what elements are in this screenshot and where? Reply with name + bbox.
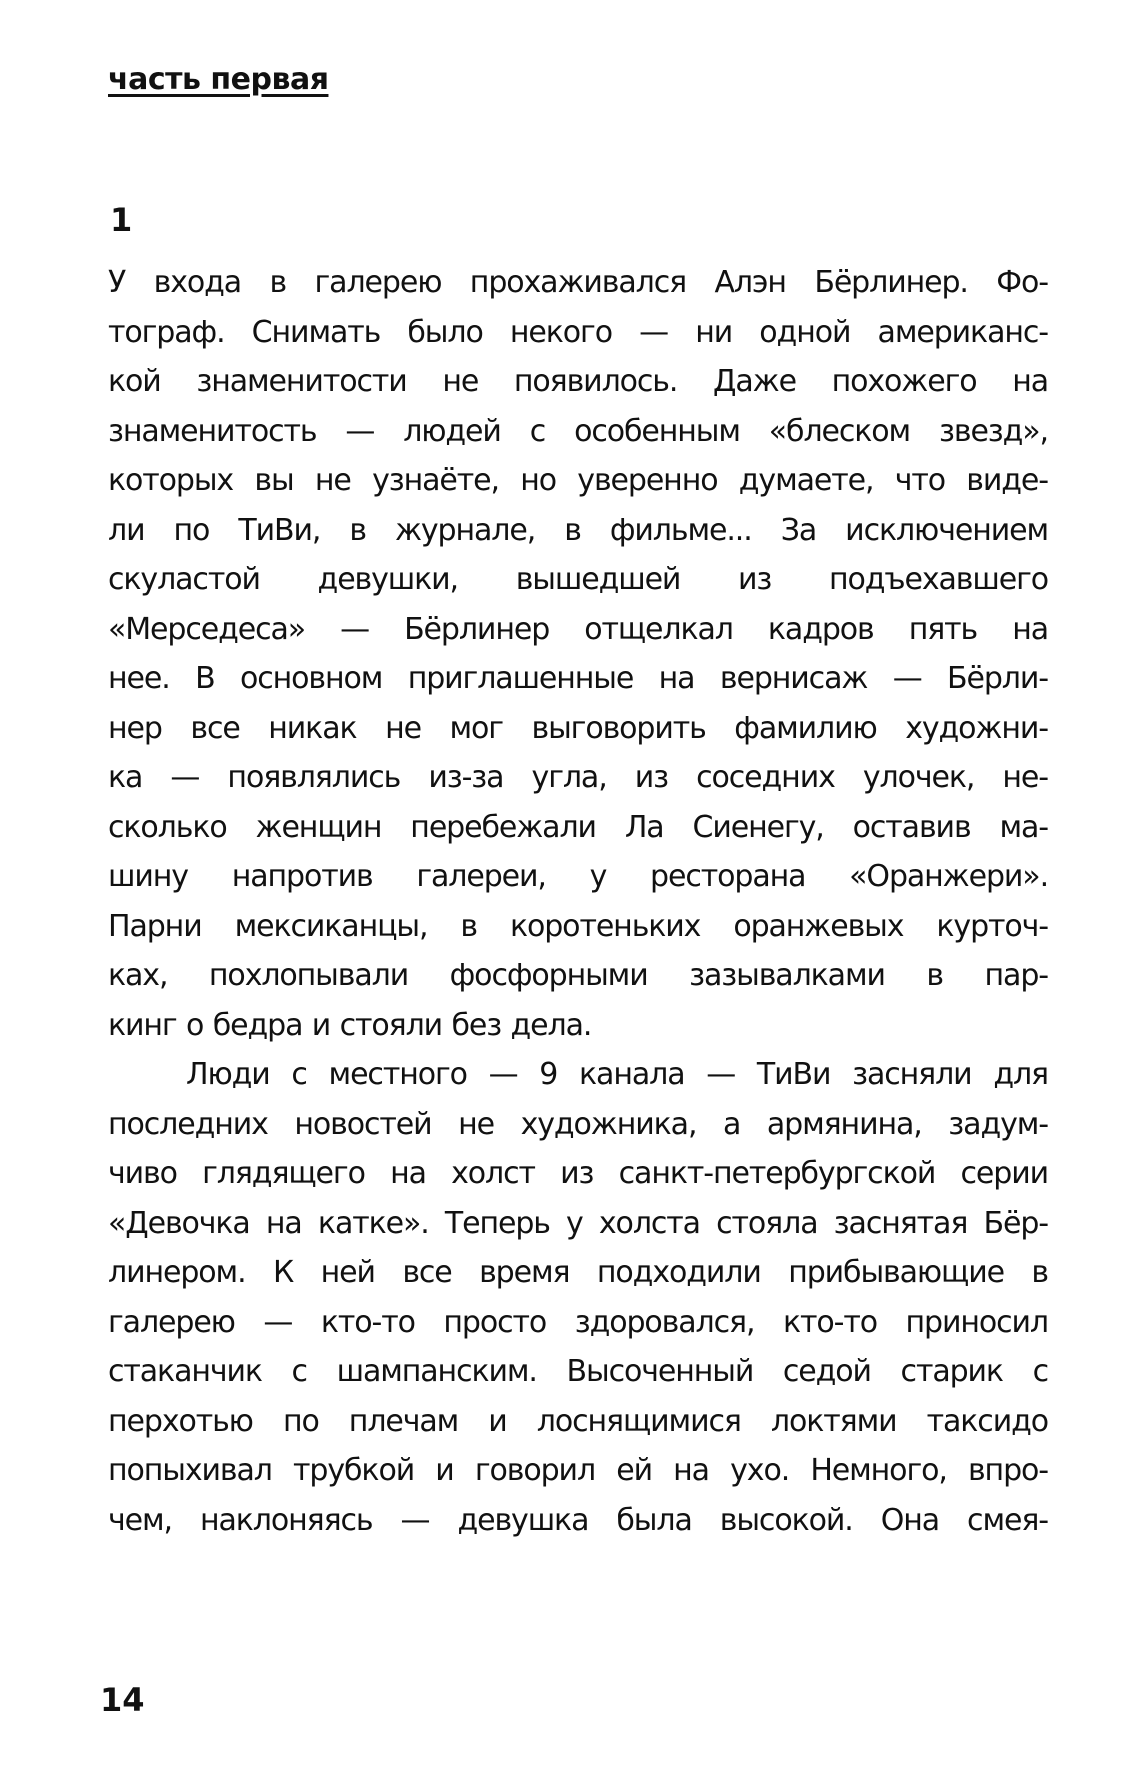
text-line: тограф. Снимать было некого — ни одной американс- (108, 314, 1048, 350)
text-line: галерею — кто-то просто здоровался, кто-то приносил (108, 1304, 1048, 1340)
text-line: ках, похлопывали фосфорными зазывалками в пар- (108, 958, 1048, 993)
text-line: ка — появлялись из-за угла, из соседних улочек, не- (108, 760, 1048, 795)
text-line: чиво глядящего на холст из санкт-петербургской серии (108, 1156, 1048, 1191)
part-title: часть первая (108, 62, 329, 97)
text-line: знаменитость — людей с особенным «блеском звезд», (108, 413, 1048, 449)
page-number: 14 (100, 1681, 145, 1719)
text-line: стаканчик с шампанским. Высоченный седой старик с (108, 1354, 1048, 1389)
text-line: линером. К ней все время подходили прибывающие в (108, 1255, 1048, 1290)
text-line: нее. В основном приглашенные на вернисаж — Бёрли- (108, 661, 1048, 696)
text-line: «Девочка на катке». Теперь у холста стояла заснятая Бёр- (108, 1205, 1048, 1241)
text-line: шину напротив галереи, у ресторана «Оранжери». (108, 859, 1048, 894)
text-line: которых вы не узнаёте, но уверенно думаете, что виде- (108, 463, 1048, 498)
text-line: нер все никак не мог выговорить фамилию художни- (108, 710, 1048, 746)
text-line: кинг о бедра и стояли без дела. (108, 1007, 592, 1043)
text-line: Парни мексиканцы, в коротеньких оранжевых курточ- (108, 908, 1048, 944)
text-line: кой знаменитости не появилось. Даже похожего на (108, 364, 1048, 399)
text-line: перхотью по плечам и лоснящимися локтями таксидо (108, 1403, 1048, 1439)
chapter-number: 1 (110, 201, 133, 239)
text-line: ли по ТиВи, в журнале, в фильме... За исключением (108, 512, 1048, 548)
text-line: попыхивал трубкой и говорил ей на ухо. Немного, впро- (108, 1453, 1048, 1488)
body-text (108, 258, 1048, 1545)
text-line: Люди с местного — 9 канала — ТиВи засняли для (186, 1057, 1048, 1092)
text-line: «Мерседеса» — Бёрлинер отщелкал кадров пять на (108, 611, 1048, 647)
text-line: У входа в галерею прохаживался Алэн Бёрлинер. Фо- (108, 265, 1048, 300)
text-line: скуластой девушки, вышедшей из подъехавшего (108, 562, 1048, 597)
text-line: последних новостей не художника, а армянина, задум- (108, 1106, 1048, 1142)
text-line: сколько женщин перебежали Ла Сиенегу, оставив ма- (108, 809, 1048, 845)
text-line: чем, наклоняясь — девушка была высокой. Она смея- (108, 1502, 1048, 1538)
